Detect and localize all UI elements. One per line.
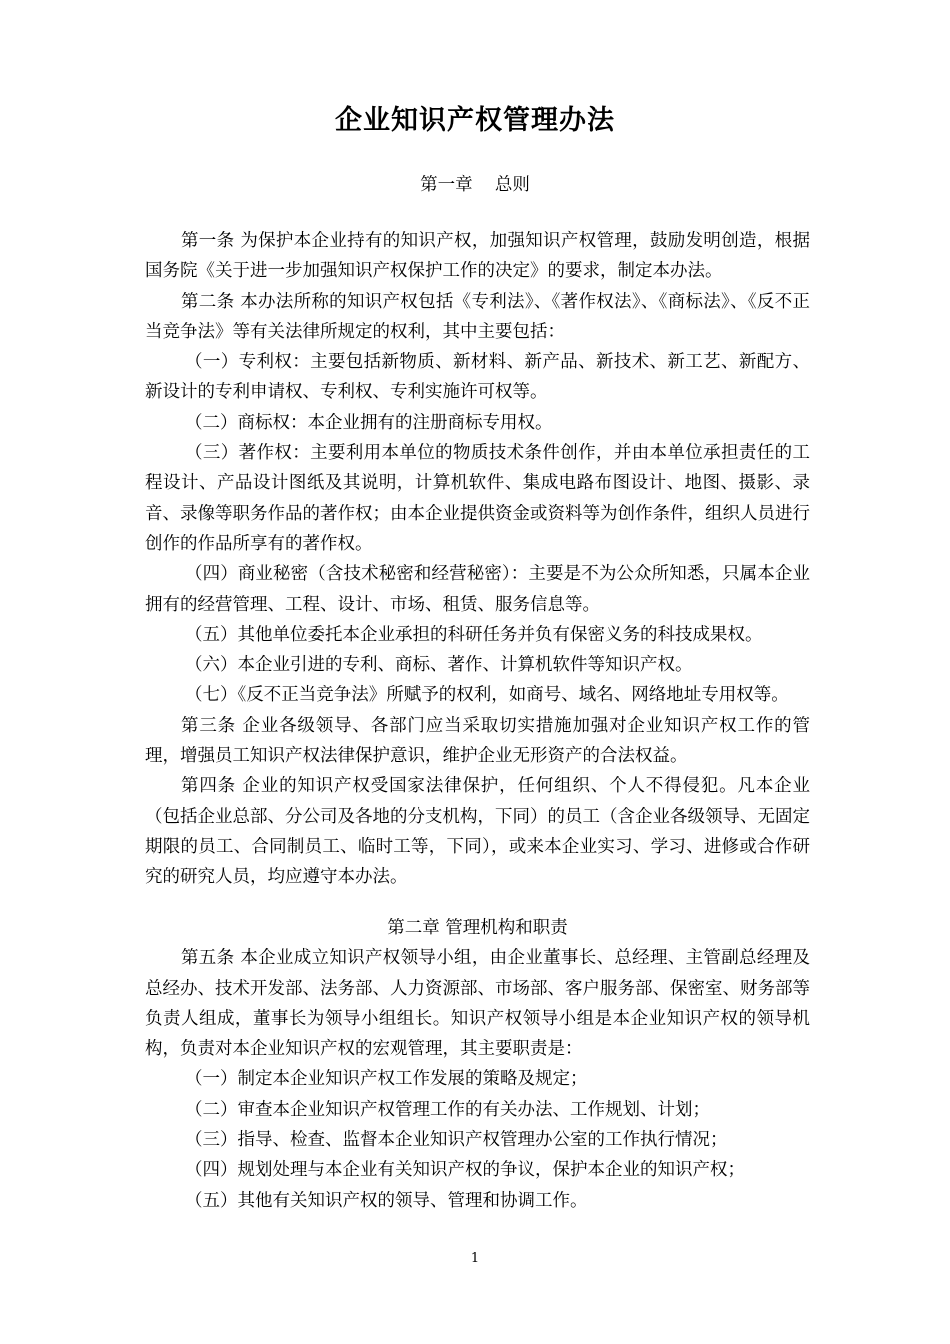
clause-paragraph: （二）商标权：本企业拥有的注册商标专用权。 <box>185 412 553 433</box>
chapter2-body <box>145 913 810 1216</box>
clause-paragraph: （四）商业秘密（含技术秘密和经营秘密）：主要是不为公众所知悉，只属本企业拥有的经营管理、工程、设计、市场、租赁、服务信息等。 <box>145 564 810 615</box>
article-paragraph: 第三条 企业各级领导、各部门应当采取切实措施加强对企业知识产权工作的管理，增强员工知识产权法律保护意识，维护企业无形资产的合法权益。 <box>145 715 810 767</box>
chapter-heading: 第二章 管理机构和职责 <box>387 918 568 938</box>
clause-paragraph: （二）审查本企业知识产权管理工作的有关办法、工作规划、计划； <box>185 1099 710 1120</box>
page-number: 1 <box>470 1251 480 1266</box>
chapter-heading: 第一章 总则 <box>420 175 530 195</box>
clause-paragraph: （四）规划处理与本企业有关知识产权的争议，保护本企业的知识产权； <box>185 1160 745 1181</box>
clause-paragraph: （六）本企业引进的专利、商标、著作、计算机软件等知识产权。 <box>185 655 693 676</box>
article-paragraph: 第一条 为保护本企业持有的知识产权，加强知识产权管理，鼓励发明创造，根据国务院《关于进一步加强知识产权保护工作的决定》的要求，制定本办法。 <box>145 231 810 282</box>
clause-paragraph: （三）指导、检查、监督本企业知识产权管理办公室的工作执行情况； <box>185 1130 728 1151</box>
clause-paragraph: （五）其他单位委托本企业承担的科研任务并负有保密义务的科技成果权。 <box>185 624 763 645</box>
clause-paragraph: （五）其他有关知识产权的领导、管理和协调工作。 <box>185 1190 588 1211</box>
article-paragraph: 第五条 本企业成立知识产权领导小组，由企业董事长、总经理、主管副总经理及总经办、技术开发部、法务部、人力资源部、市场部、客户服务部、保密室、财务部等负责人组成，董事长为领导小组组长。知识产权领导小组是本企业知识产权的领导机构，负责对本企业知识产权的宏观管理，其主要职责是： <box>145 948 810 1060</box>
article-paragraph: 第二条 本办法所称的知识产权包括《专利法》、《著作权法》、《商标法》、《反不正当竞争法》等有关法律所规定的权利，其中主要包括： <box>145 291 810 342</box>
document-title: 企业知识产权管理办法 <box>335 105 615 136</box>
chapter1-body <box>145 226 810 893</box>
clause-paragraph: （一）制定本企业知识产权工作发展的策略及规定； <box>185 1069 588 1090</box>
clause-paragraph: （三）著作权：主要利用本单位的物质技术条件创作，并由本单位承担责任的工程设计、产品设计图纸及其说明，计算机软件、集成电路布图设计、地图、摄影、录音、录像等职务作品的著作权；由本企业提供资金或资料等为创作条件，组织人员进行创作的作品所享有的著作权。 <box>145 443 810 554</box>
clause-paragraph: （七）《反不正当竞争法》所赋予的权利，如商号、域名、网络地址专用权等。 <box>185 685 789 706</box>
article-paragraph: 第四条 企业的知识产权受国家法律保护，任何组织、个人不得侵犯。凡本企业（包括企业总部、分公司及各地的分支机构，下同）的员工（含企业各级领导、无固定期限的员工、合同制员工、临时工等，下同），或来本企业实习、学习、进修或合作研究的研究人员，均应遵守本办法。 <box>145 776 810 888</box>
clause-paragraph: （一）专利权：主要包括新物质、新材料、新产品、新技术、新工艺、新配方、新设计的专利申请权、专利权、专利实施许可权等。 <box>145 352 810 403</box>
